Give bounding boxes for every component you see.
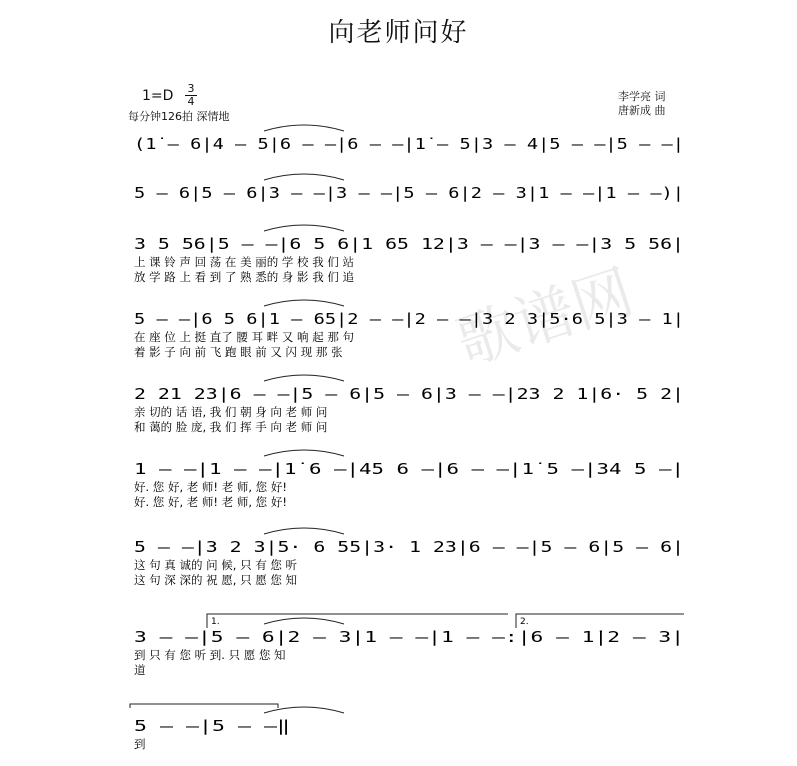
time-sig-top: 3	[187, 82, 195, 95]
volta-bracket-2	[516, 614, 684, 628]
composer-credit: 唐新成 曲	[618, 104, 666, 117]
lyric-line: 放 学 路 上 看 到 了 熟 悉的 身 影 我 们 追	[134, 270, 355, 284]
slur-mark	[264, 450, 344, 456]
key-signature: 1=D	[142, 88, 174, 104]
volta-label-2: 2.	[520, 617, 529, 627]
notation-row-5: 2 21 23|6 – –|5 – 6|5 – 6|3 – –|23 2 1|6· 5 2|	[134, 385, 684, 403]
watermark: 歌谱网	[448, 257, 642, 380]
slur-mark	[264, 707, 344, 713]
lyric-line: 好. 您 好, 老 师! 老 师, 您 好!	[134, 495, 287, 509]
notation-row-8: 3 – –|5 – 6|2 – 3|1 – –|1 – –:|6 – 1̇|2 – 3|	[134, 628, 684, 646]
lyric-line: 这 句 真 诚的 问 候, 只 有 您 听	[134, 558, 298, 572]
notation-row-4: 5 – –|6 5 6|1 – 65|2 – –|2 – –|3 2 3|5·6 5|3 – 1|	[134, 310, 684, 328]
tempo-marking: 每分钟126拍 深情地	[128, 110, 230, 123]
song-title: 向老师问好	[328, 18, 469, 48]
slur-mark	[264, 528, 344, 534]
volta-bracket-1	[207, 614, 508, 628]
lyric-line: 到 只 有 您 听 到. 只 愿 您 知	[134, 648, 286, 662]
notation-row-9: 5 – –|5 – –‖	[134, 717, 290, 735]
lyric-line: 和 蔼的 脸 庞, 我 们 挥 手 向 老 师 问	[134, 420, 328, 434]
ending-bracket	[130, 704, 278, 708]
slur-mark	[264, 125, 344, 131]
slur-mark	[264, 300, 344, 306]
lyric-line: 在 座 位 上 挺 直了 腰 耳 畔 又 响 起 那 句	[134, 330, 355, 344]
lyric-line: 这 句 深 深的 祝 愿, 只 愿 您 知	[134, 573, 298, 587]
lyric-line: 上 课 铃 声 回 荡 在 美 丽的 学 校 我 们 站	[134, 255, 355, 269]
slur-mark	[264, 174, 344, 180]
volta-label-1: 1.	[211, 617, 220, 627]
lyric-line: 到	[134, 737, 146, 751]
time-sig-bottom: 4	[187, 95, 195, 108]
notation-row-6: 1 – –|1 – –|1̇ 6 –|45 6 –|6 – –|1̇ 5 –|34 5 –|	[134, 460, 684, 478]
notation-row-1: (1̇ – 6|4 – 5|6 – –|6 – –|1̇ – 5|3 – 4|5 – –|5 – –|	[134, 135, 684, 153]
lyric-line: 好. 您 好, 老 师! 老 师, 您 好!	[134, 480, 287, 494]
lyric-line: 亲 切的 话 语, 我 们 朝 身 向 老 师 问	[134, 405, 328, 419]
lyric-line: 道	[134, 663, 146, 677]
notation-row-7: 5 – –|3 2 3|5· 6 55|3· 1 23|6 – –|5 – 6|5 – 6|	[134, 538, 684, 556]
slur-mark	[264, 375, 344, 381]
notation-row-3: 3 5 56|5 – –|6 5 6|1 65 12|3 – –|3 – –|3 5 56|	[134, 235, 684, 253]
lyric-line: 着 影 子 向 前 飞 跑 眼 前 又 闪 现 那 张	[134, 345, 343, 359]
notation-row-2: 5 – 6|5 – 6|3 – –|3 – –|5 – 6|2 – 3|1 – –|1 – –)|	[134, 184, 684, 202]
lyricist-credit: 李学亮 词	[618, 90, 666, 103]
slur-mark	[264, 225, 344, 231]
slur-mark	[264, 618, 344, 624]
